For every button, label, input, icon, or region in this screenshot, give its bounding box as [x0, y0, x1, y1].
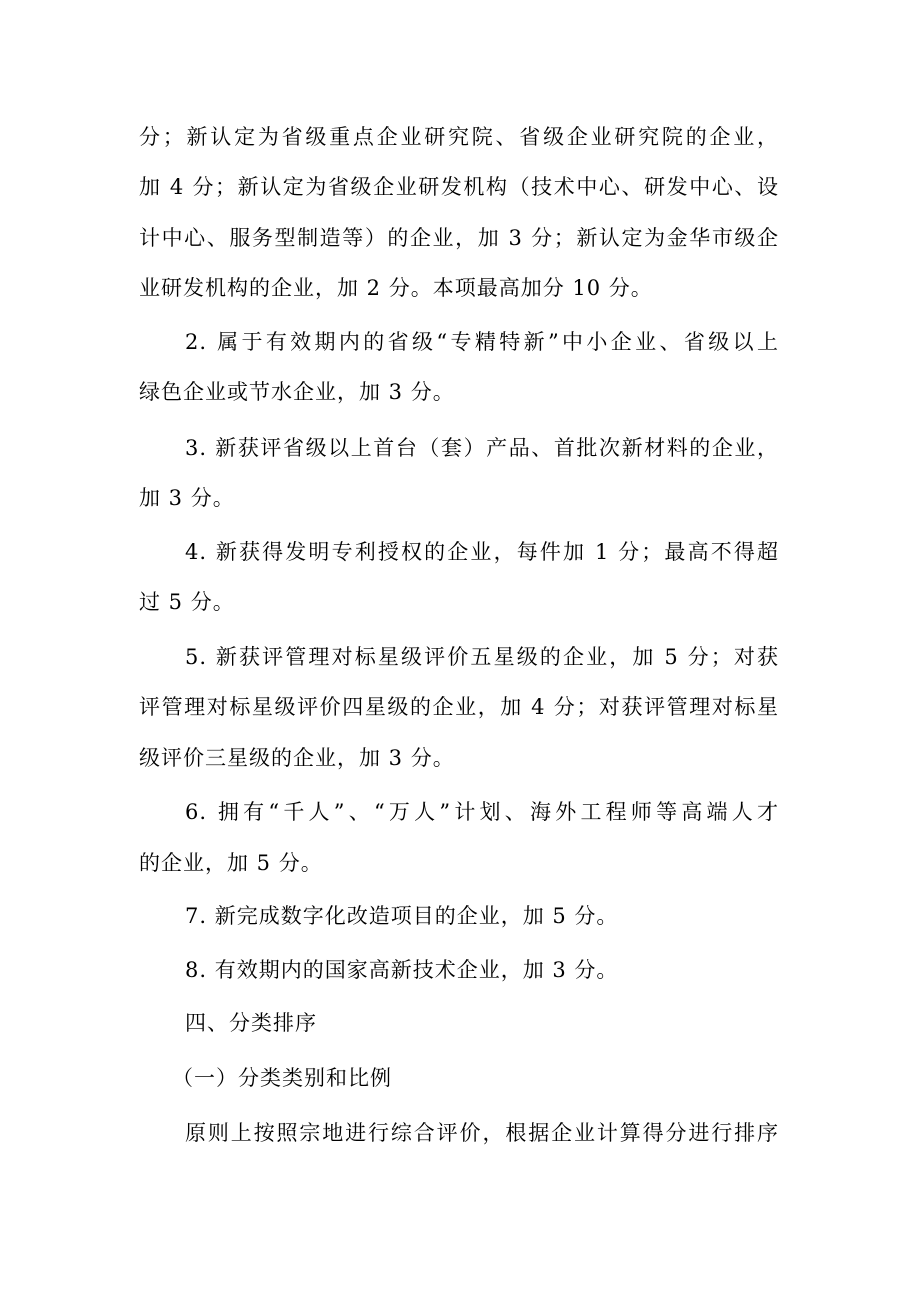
list-item-6-line: 的企业，加 5 分。: [139, 851, 323, 875]
list-item-4-line: 过 5 分。: [139, 590, 235, 614]
list-item-5-line: 级评价三星级的企业，加 3 分。: [139, 746, 455, 770]
list-item-2-line: 2. 属于有效期内的省级“专精特新”中小企业、省级以上: [185, 330, 779, 354]
list-item-7-line: 7. 新完成数字化改造项目的企业，加 5 分。: [185, 904, 619, 928]
paragraph-line: 原则上按照宗地进行综合评价，根据企业计算得分进行排序: [185, 1121, 779, 1145]
paragraph-line: 计中心、服务型制造等）的企业，加 3 分；新认定为金华市级企: [139, 226, 779, 250]
list-item-2-line: 绿色企业或节水企业，加 3 分。: [139, 380, 455, 404]
list-item-5-line: 评管理对标星级评价四星级的企业，加 4 分；对获评管理对标星: [139, 695, 779, 719]
list-item-3-line: 加 3 分。: [139, 486, 235, 510]
list-item-3-line: 3. 新获评省级以上首台（套）产品、首批次新材料的企业，: [185, 436, 779, 460]
paragraph-line: 加 4 分；新认定为省级企业研发机构（技术中心、研发中心、设: [139, 175, 779, 199]
list-item-6-line: 6. 拥有“千人”、“万人”计划、海外工程师等高端人才: [185, 800, 779, 824]
paragraph-line: 业研发机构的企业，加 2 分。本项最高加分 10 分。: [139, 276, 653, 300]
subsection-heading: （一）分类类别和比例: [172, 1066, 392, 1090]
list-item-8-line: 8. 有效期内的国家高新技术企业，加 3 分。: [185, 958, 619, 982]
section-heading: 四、分类排序: [185, 1011, 317, 1035]
paragraph-line: 分；新认定为省级重点企业研究院、省级企业研究院的企业，: [139, 125, 779, 149]
list-item-5-line: 5. 新获评管理对标星级评价五星级的企业，加 5 分；对获: [185, 645, 779, 669]
list-item-4-line: 4. 新获得发明专利授权的企业，每件加 1 分；最高不得超: [185, 540, 779, 564]
